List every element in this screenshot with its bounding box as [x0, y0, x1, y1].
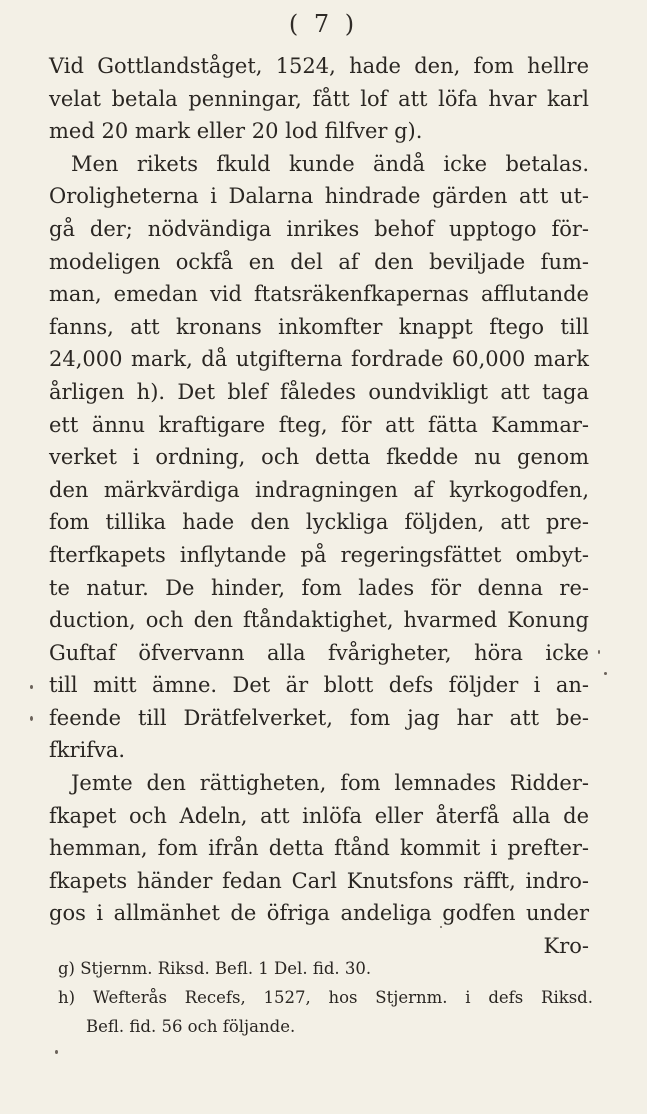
- print-speck: [598, 650, 600, 654]
- text-line: fkapets händer fedan Carl Knutsfons räfft, indro-: [49, 868, 589, 893]
- text-line: 24,000 mark, då utgifterna fordrade 60,000 mark: [49, 347, 589, 372]
- text-line: den märkvärdiga indragningen af kyrkogodfen,: [49, 477, 589, 502]
- print-speck: [440, 926, 442, 928]
- text-line: Vid Gottlandståget, 1524, hade den, fom hellre: [49, 54, 589, 78]
- text-line: hemman, fom ifrån detta ftånd kommit i prefter-: [49, 836, 589, 861]
- text-line: ett ännu kraftigare fteg, för att fätta Kammar-: [49, 412, 589, 437]
- footnote-g: g) Stjernm. Riksd. Befl. 1 Del. fid. 30.: [58, 959, 372, 978]
- text-line: duction, och den ftåndaktighet, hvarmed Konung: [49, 608, 589, 633]
- text-line: Guftaf öfvervann alla fvårigheter, höra icke: [49, 640, 589, 665]
- text-line: med 20 mark eller 20 lod filfver g).: [49, 119, 423, 144]
- text-line: man, emedan vid ftatsräkenfkapernas afflutande: [49, 282, 589, 307]
- text-line: fom tillika hade den lyckliga följden, att pre-: [49, 510, 589, 535]
- text-line: feende till Drätfelverket, fom jag har att be-: [49, 705, 589, 730]
- text-line: velat betala penningar, fått lof att löfa hvar karl: [49, 86, 589, 111]
- text-line: fkrifva.: [49, 738, 126, 763]
- text-line: Oroligheterna i Dalarna hindrade gärden att ut-: [49, 184, 589, 209]
- text-line: fanns, att kronans inkomfter knappt ftego till: [49, 314, 589, 339]
- footnote-h-continuation: Befl. fid. 56 och följande.: [86, 1017, 296, 1036]
- text-line: Men rikets fkuld kunde ändå icke betalas.: [71, 151, 589, 176]
- text-line: modeligen ockfå en del af den beviljade fum-: [49, 249, 589, 274]
- print-speck: [30, 716, 33, 721]
- text-line: verket i ordning, och detta fkedde nu genom: [49, 445, 589, 470]
- text-line: fterfkapets inflytande på regeringsfättet ombyt-: [49, 542, 589, 567]
- print-speck: [30, 685, 33, 689]
- text-line: te natur. De hinder, fom lades för denna re-: [49, 575, 589, 600]
- text-line: till mitt ämne. Det är blott defs följder i an-: [49, 673, 589, 698]
- text-line: gos i allmänhet de öfriga andeliga godfen under: [49, 901, 589, 926]
- text-line: årligen h). Det blef fåledes oundvikligt att taga: [49, 379, 589, 404]
- text-line: gå der; nödvändiga inrikes behof upptogo för-: [49, 216, 589, 241]
- body-text: [49, 50, 589, 963]
- catchword: Kro-: [543, 934, 589, 959]
- text-line: Jemte den rättigheten, fom lemnades Ridder-: [71, 771, 589, 796]
- print-speck: [604, 672, 607, 675]
- footnote-h: h) Wefterås Recefs, 1527, hos Stjernm. i defs Riksd.: [58, 988, 593, 1007]
- text-line: fkapet och Adeln, att inlöfa eller återfå alla de: [49, 803, 589, 828]
- footnotes: [58, 954, 593, 1041]
- print-speck: [55, 1050, 58, 1054]
- page-number: ( 7 ): [288, 10, 359, 38]
